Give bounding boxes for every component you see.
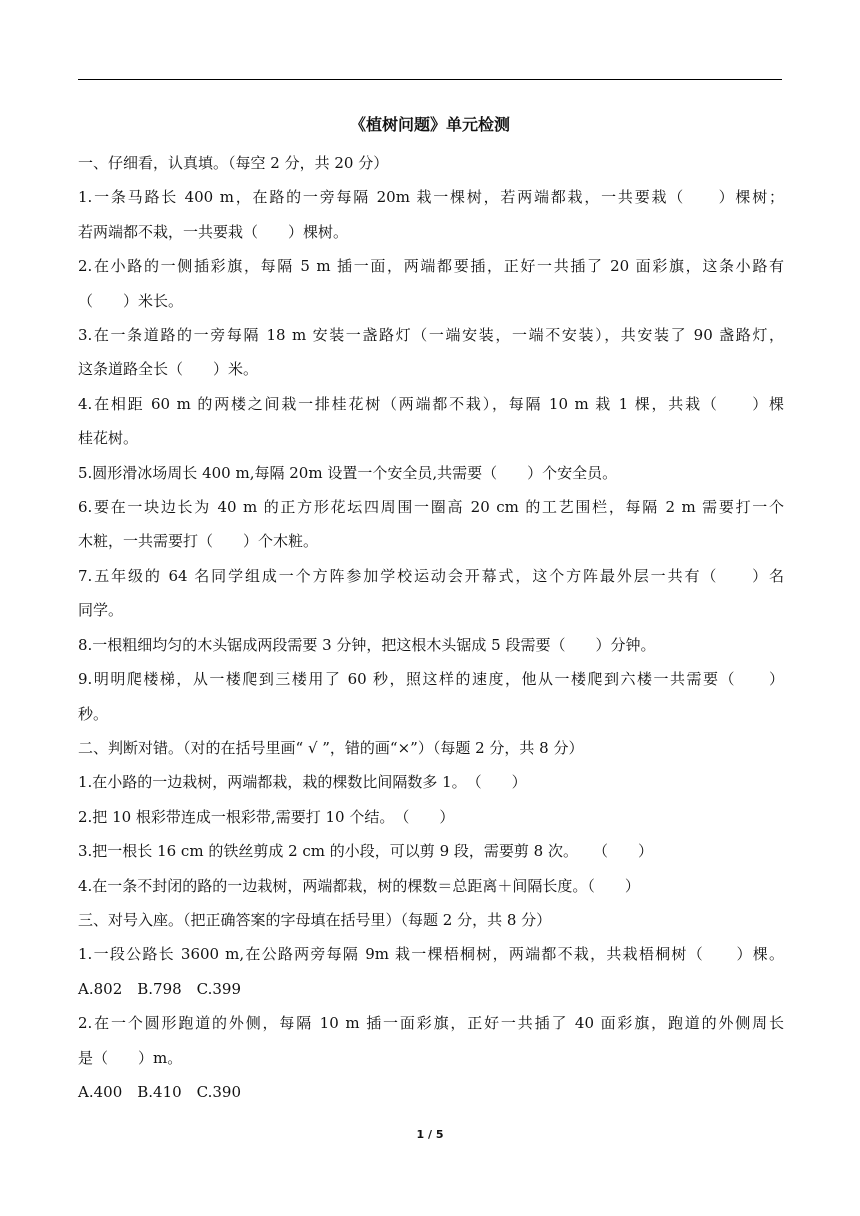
text-line: 6.要在一块边长为 40 m 的正方形花坛四周围一圈高 20 cm 的工艺围栏，每隔 2 m 需要打一个 bbox=[78, 498, 784, 517]
text-line: 秒。 bbox=[78, 704, 109, 723]
text-line: 3.把一根长 16 cm 的铁丝剪成 2 cm 的小段，可以剪 9 段，需要剪 8 次。 （ ） bbox=[78, 842, 653, 861]
text-line: 木粧，一共需要打（ ）个木粧。 bbox=[78, 532, 319, 551]
text-line: 5.圆形滑冰场周长 400 m,每隔 20m 设置一个安全员,共需要（ ）个安全员。 bbox=[78, 463, 618, 482]
text-line: 一、仔细看，认真填。（每空 2 分，共 20 分） bbox=[78, 154, 389, 172]
text-line: 1.在小路的一边栽树，两端都栽，栽的棵数比间隔数多 1。 （ ） bbox=[78, 773, 527, 792]
text-line: 1.一段公路长 3600 m,在公路两旁每隔 9m 栽一棵梧桐树，两端都不栽，共栽梧桐树（ ）棵。 bbox=[78, 945, 784, 964]
text-line: 是（ ）m。 bbox=[78, 1048, 183, 1067]
text-line: 这条道路全长（ ）米。 bbox=[78, 360, 259, 379]
text-line: 9.明明爬楼梯，从一楼爬到三楼用了 60 秒，照这样的速度，他从一楼爬到六楼一共需要（ ） bbox=[78, 670, 784, 689]
text-line: 3.在一条道路的一旁每隔 18 m 安装一盏路灯（一端安装，一端不安装），共安装了 90 盏路灯， bbox=[78, 326, 784, 345]
text-line: （ ）米长。 bbox=[78, 291, 184, 310]
page-number: 1 / 5 bbox=[416, 1128, 444, 1141]
text-line: 4.在一条不封闭的路的一边栽树，两端都栽，树的棵数＝总距离＋间隔长度。（ ） bbox=[78, 876, 640, 895]
question-body bbox=[78, 146, 784, 1109]
text-line: 1.一条马路长 400 m，在路的一旁每隔 20m 栽一棵树，若两端都栽，一共要栽（ ）棵树； bbox=[78, 188, 784, 207]
text-line: A.802 B.798 C.399 bbox=[78, 979, 241, 998]
text-line: 若两端都不栽，一共要栽（ ）棵树。 bbox=[78, 222, 349, 241]
header-rule bbox=[78, 79, 782, 80]
text-line: 桂花树。 bbox=[78, 429, 139, 448]
text-line: 二、判断对错。（对的在括号里画“ √ ”，错的画“×”）（每题 2 分，共 8 分） bbox=[78, 738, 584, 757]
text-line: 7.五年级的 64 名同学组成一个方阵参加学校运动会开幕式，这个方阵最外层一共有（ ）名 bbox=[78, 566, 784, 585]
text-line: A.400 B.410 C.390 bbox=[78, 1082, 241, 1101]
text-line: 4.在相距 60 m 的两楼之间栽一排桂花树（两端都不栽），每隔 10 m 栽 1 棵，共栽（ ）棵 bbox=[78, 394, 784, 413]
text-line: 同学。 bbox=[78, 601, 124, 620]
text-line: 2.在一个圆形跑道的外侧，每隔 10 m 插一面彩旗，正好一共插了 40 面彩旗，跑道的外侧周长 bbox=[78, 1014, 784, 1033]
text-line: 2.在小路的一侧插彩旗，每隔 5 m 插一面，两端都要插，正好一共插了 20 面彩旗，这条小路有 bbox=[78, 257, 784, 276]
text-line: 三、对号入座。（把正确答案的字母填在括号里）（每题 2 分，共 8 分） bbox=[78, 910, 552, 929]
page-title: 《植树问题》单元检测 bbox=[349, 115, 510, 134]
text-line: 8.一根粗细均匀的木头锯成两段需要 3 分钟，把这根木头锯成 5 段需要（ ）分钟。 bbox=[78, 635, 656, 654]
text-line: 2.把 10 根彩带连成一根彩带,需要打 10 个结。 （ ） bbox=[78, 807, 455, 826]
